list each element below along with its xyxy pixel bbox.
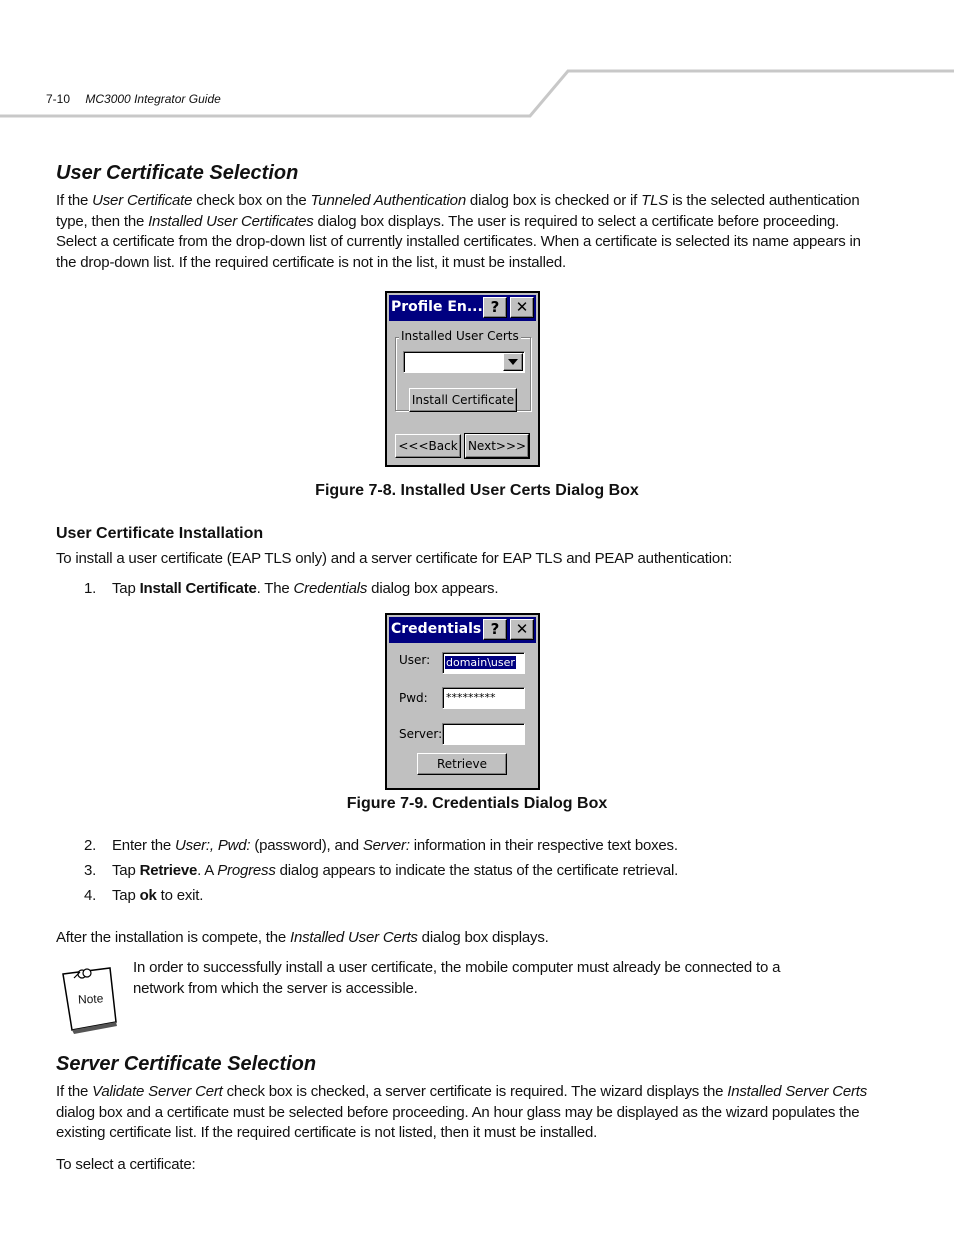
section-title-install: User Certificate Installation <box>56 525 264 542</box>
step-3: 3. Tap Retrieve. A Progress dialog appears to indicate the status of the certificate retrieval. <box>84 862 679 879</box>
next-button[interactable]: Next>>> <box>465 434 529 458</box>
step-4: 4. Tap ok to exit. <box>84 887 204 904</box>
pwd-label: Pwd: <box>399 691 428 705</box>
user-label: User: <box>399 653 431 667</box>
after-install-paragraph: After the installation is compete, the Installed User Certs dialog box displays. <box>56 929 549 946</box>
close-icon[interactable]: ✕ <box>510 297 534 318</box>
server-field[interactable] <box>442 723 525 745</box>
section-title-server-cert: Server Certificate Selection <box>56 1053 317 1075</box>
step-2: 2. Enter the User:, Pwd: (password), and Server: information in their respective text boxes. <box>84 837 678 854</box>
pwd-field[interactable]: ********* <box>442 687 525 709</box>
figure-7-9-caption: Figure 7-9. Credentials Dialog Box <box>346 795 608 812</box>
dialog-title: Profile En... <box>391 299 483 315</box>
server-label: Server: <box>399 727 443 741</box>
dialog-title: Credentials <box>391 621 482 637</box>
page-number: 7-10 <box>46 92 71 106</box>
help-icon[interactable]: ? <box>483 619 507 640</box>
user-cert-paragraph: If the User Certificate check box on the Tunneled Authentication dialog box is checked or if TLS is the selected authentication type, then the Installed User Certificates dialog box displays. The user is required to select a certificate before proceeding. Select a certificate from the drop-down list of currently installed certificates. When a certificate is selected its name appears in the drop-down list. If the required certificate is not in the list, it must be installed. <box>56 192 861 271</box>
install-intro: To install a user certificate (EAP TLS only) and a server certificate for EAP TLS and PEAP authentication: <box>56 550 733 567</box>
group-label: Installed User Certs <box>401 329 519 343</box>
installed-user-certs-dialog <box>385 291 540 467</box>
note-text: In order to successfully install a user certificate, the mobile computer must already be connected to a network from which the server is accessible. <box>133 959 781 997</box>
retrieve-button[interactable]: Retrieve <box>417 753 507 775</box>
dialog-titlebar <box>389 617 536 643</box>
section-title-user-cert: User Certificate Selection <box>56 162 299 184</box>
figure-7-8-caption: Figure 7-8. Installed User Certs Dialog Box <box>315 482 639 499</box>
select-cert-paragraph: To select a certificate: <box>56 1156 196 1173</box>
page-header-rule <box>0 0 954 130</box>
help-icon[interactable]: ? <box>483 297 507 318</box>
cert-dropdown[interactable] <box>403 351 525 373</box>
back-button[interactable]: <<<Back <box>395 434 461 458</box>
page-header <box>46 92 221 106</box>
close-icon[interactable]: ✕ <box>510 619 534 640</box>
step-1: 1. Tap Install Certificate. The Credentials dialog box appears. <box>84 580 499 597</box>
chevron-down-icon[interactable] <box>503 353 523 371</box>
install-certificate-button[interactable]: Install Certificate <box>409 388 517 412</box>
user-field-value: domain\user <box>446 656 515 669</box>
credentials-dialog <box>385 613 540 790</box>
dialog-titlebar <box>389 295 536 321</box>
note-label: Note <box>77 991 104 1007</box>
book-title: MC3000 Integrator Guide <box>85 92 221 106</box>
user-field[interactable] <box>442 652 525 674</box>
server-cert-paragraph: If the Validate Server Cert check box is checked, a server certificate is required. The wizard displays the Installed Server Certs dialog box and a certificate must be selected before proceeding. An hour glass may be displayed as the wizard populates the existing certificate list. If the required certificate is not listed, then it must be installed. <box>56 1083 868 1141</box>
